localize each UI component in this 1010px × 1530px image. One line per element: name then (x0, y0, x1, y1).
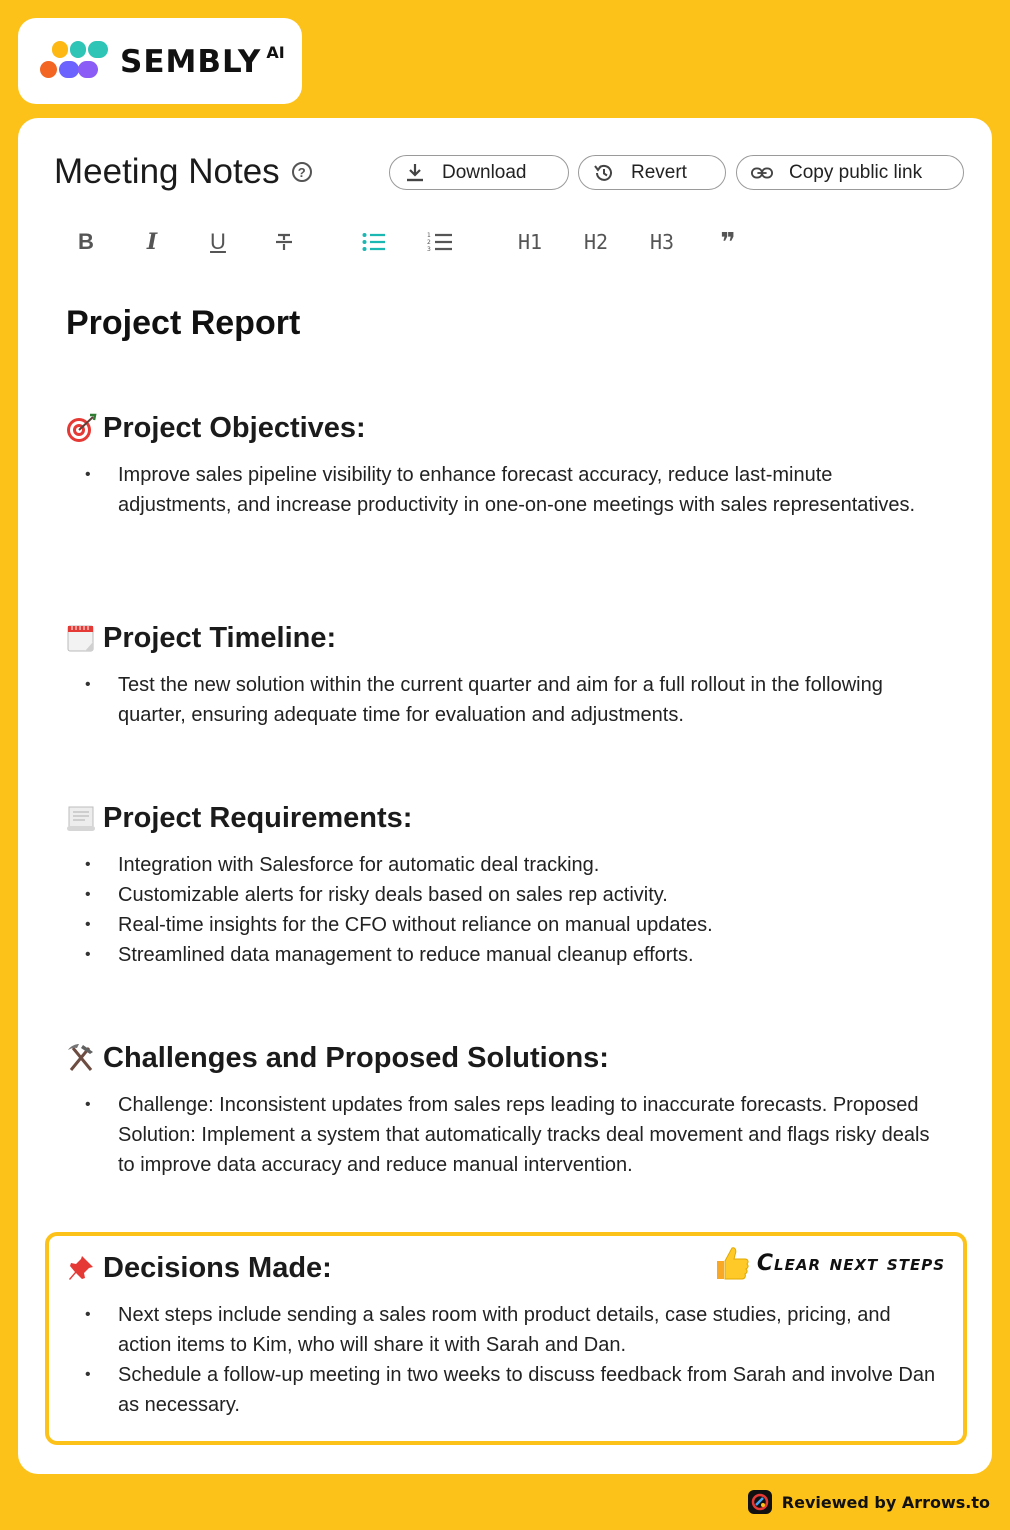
bullet-list (85, 1090, 945, 1180)
calendar-icon (65, 622, 97, 654)
bullet-list (85, 670, 945, 730)
question-circle-icon[interactable]: ? (292, 162, 312, 182)
pushpin-icon (65, 1252, 97, 1284)
section-heading: Project Timeline: (103, 621, 337, 654)
bullet-list (85, 850, 945, 970)
arrows-logo-icon (748, 1490, 772, 1514)
section-heading: Project Requirements: (103, 801, 413, 834)
strikethrough-icon (273, 231, 295, 253)
numbered-list-icon (427, 231, 453, 253)
download-button[interactable] (389, 155, 569, 190)
clear-next-steps-label: Clear next steps (756, 1250, 945, 1276)
scroll-icon (65, 802, 97, 834)
numbered-list-button[interactable] (420, 222, 460, 262)
formatting-toolbar (18, 222, 992, 262)
underline-button[interactable]: U (210, 229, 226, 254)
section-challenges (65, 1040, 945, 1180)
list-item: • Next steps include sending a sales room with product details, case studies, pricing, and action items to Kim, who will share it with Sarah and Dan. (85, 1300, 945, 1360)
section-decisions-made (65, 1250, 945, 1420)
list-item: • Test the new solution within the current quarter and aim for a full rollout in the following quarter, ensuring adequate time for evaluation and adjustments. (85, 670, 945, 730)
revert-label: Revert (631, 161, 687, 183)
svg-text:2: 2 (427, 239, 431, 246)
list-item: • Improve sales pipeline visibility to enhance forecast accuracy, reduce last-minute adjustments, and increase productivity in one-on-one meetings with sales representatives. (85, 460, 945, 520)
heading-3-button[interactable]: H3 (649, 230, 675, 254)
section-heading: Challenges and Proposed Solutions: (103, 1041, 609, 1074)
page-title: Meeting Notes (54, 152, 280, 191)
section-project-requirements (65, 800, 945, 970)
section-project-timeline (65, 620, 945, 730)
svg-text:3: 3 (427, 246, 431, 253)
quote-button[interactable]: ❞ (720, 226, 736, 257)
copy-public-link-label: Copy public link (789, 161, 923, 183)
history-icon (593, 162, 615, 184)
copy-public-link-button[interactable] (736, 155, 964, 190)
reviewed-by-label: Reviewed by Arrows.to (781, 1492, 990, 1512)
document-title: Project Report (66, 304, 301, 342)
list-item: • Customizable alerts for risky deals based on sales rep activity. (85, 880, 945, 910)
link-icon (751, 162, 773, 184)
section-project-objectives (65, 410, 945, 520)
download-label: Download (442, 161, 527, 183)
notes-card (18, 118, 992, 1474)
title-row (54, 152, 312, 192)
hammer-pick-icon (65, 1042, 97, 1074)
italic-button[interactable]: I (146, 229, 158, 255)
revert-button[interactable] (578, 155, 726, 190)
bullet-list-button[interactable] (354, 222, 394, 262)
brand-logo-card (18, 18, 302, 104)
target-icon (65, 412, 97, 444)
bullet-list (85, 1300, 945, 1420)
heading-2-button[interactable]: H2 (583, 230, 609, 254)
section-heading: Decisions Made: (103, 1251, 332, 1284)
list-item: • Streamlined data management to reduce manual cleanup efforts. (85, 940, 945, 970)
section-heading: Project Objectives: (103, 411, 366, 444)
heading-1-button[interactable]: H1 (517, 230, 543, 254)
brand-name: SEMBLY $^{AI}$ (120, 42, 285, 80)
reviewed-by-footer (748, 1490, 990, 1514)
strikethrough-button[interactable] (264, 222, 304, 262)
download-icon (404, 162, 426, 184)
bold-button[interactable]: B (78, 229, 94, 254)
svg-text:1: 1 (427, 232, 431, 239)
bullet-list (85, 460, 945, 520)
list-item: • Schedule a follow-up meeting in two weeks to discuss feedback from Sarah and involve Dan as necessary. (85, 1360, 945, 1420)
list-item: • Integration with Salesforce for automatic deal tracking. (85, 850, 945, 880)
sembly-logo-icon (40, 39, 112, 83)
list-item: • Real-time insights for the CFO without reliance on manual updates. (85, 910, 945, 940)
list-item: • Challenge: Inconsistent updates from sales reps leading to inaccurate forecasts. Proposed Solution: Implement a system that automatically tracks deal movement and flags risky deals to improve data accuracy and reduce manual intervention. (85, 1090, 945, 1180)
bullet-list-icon (362, 232, 386, 252)
